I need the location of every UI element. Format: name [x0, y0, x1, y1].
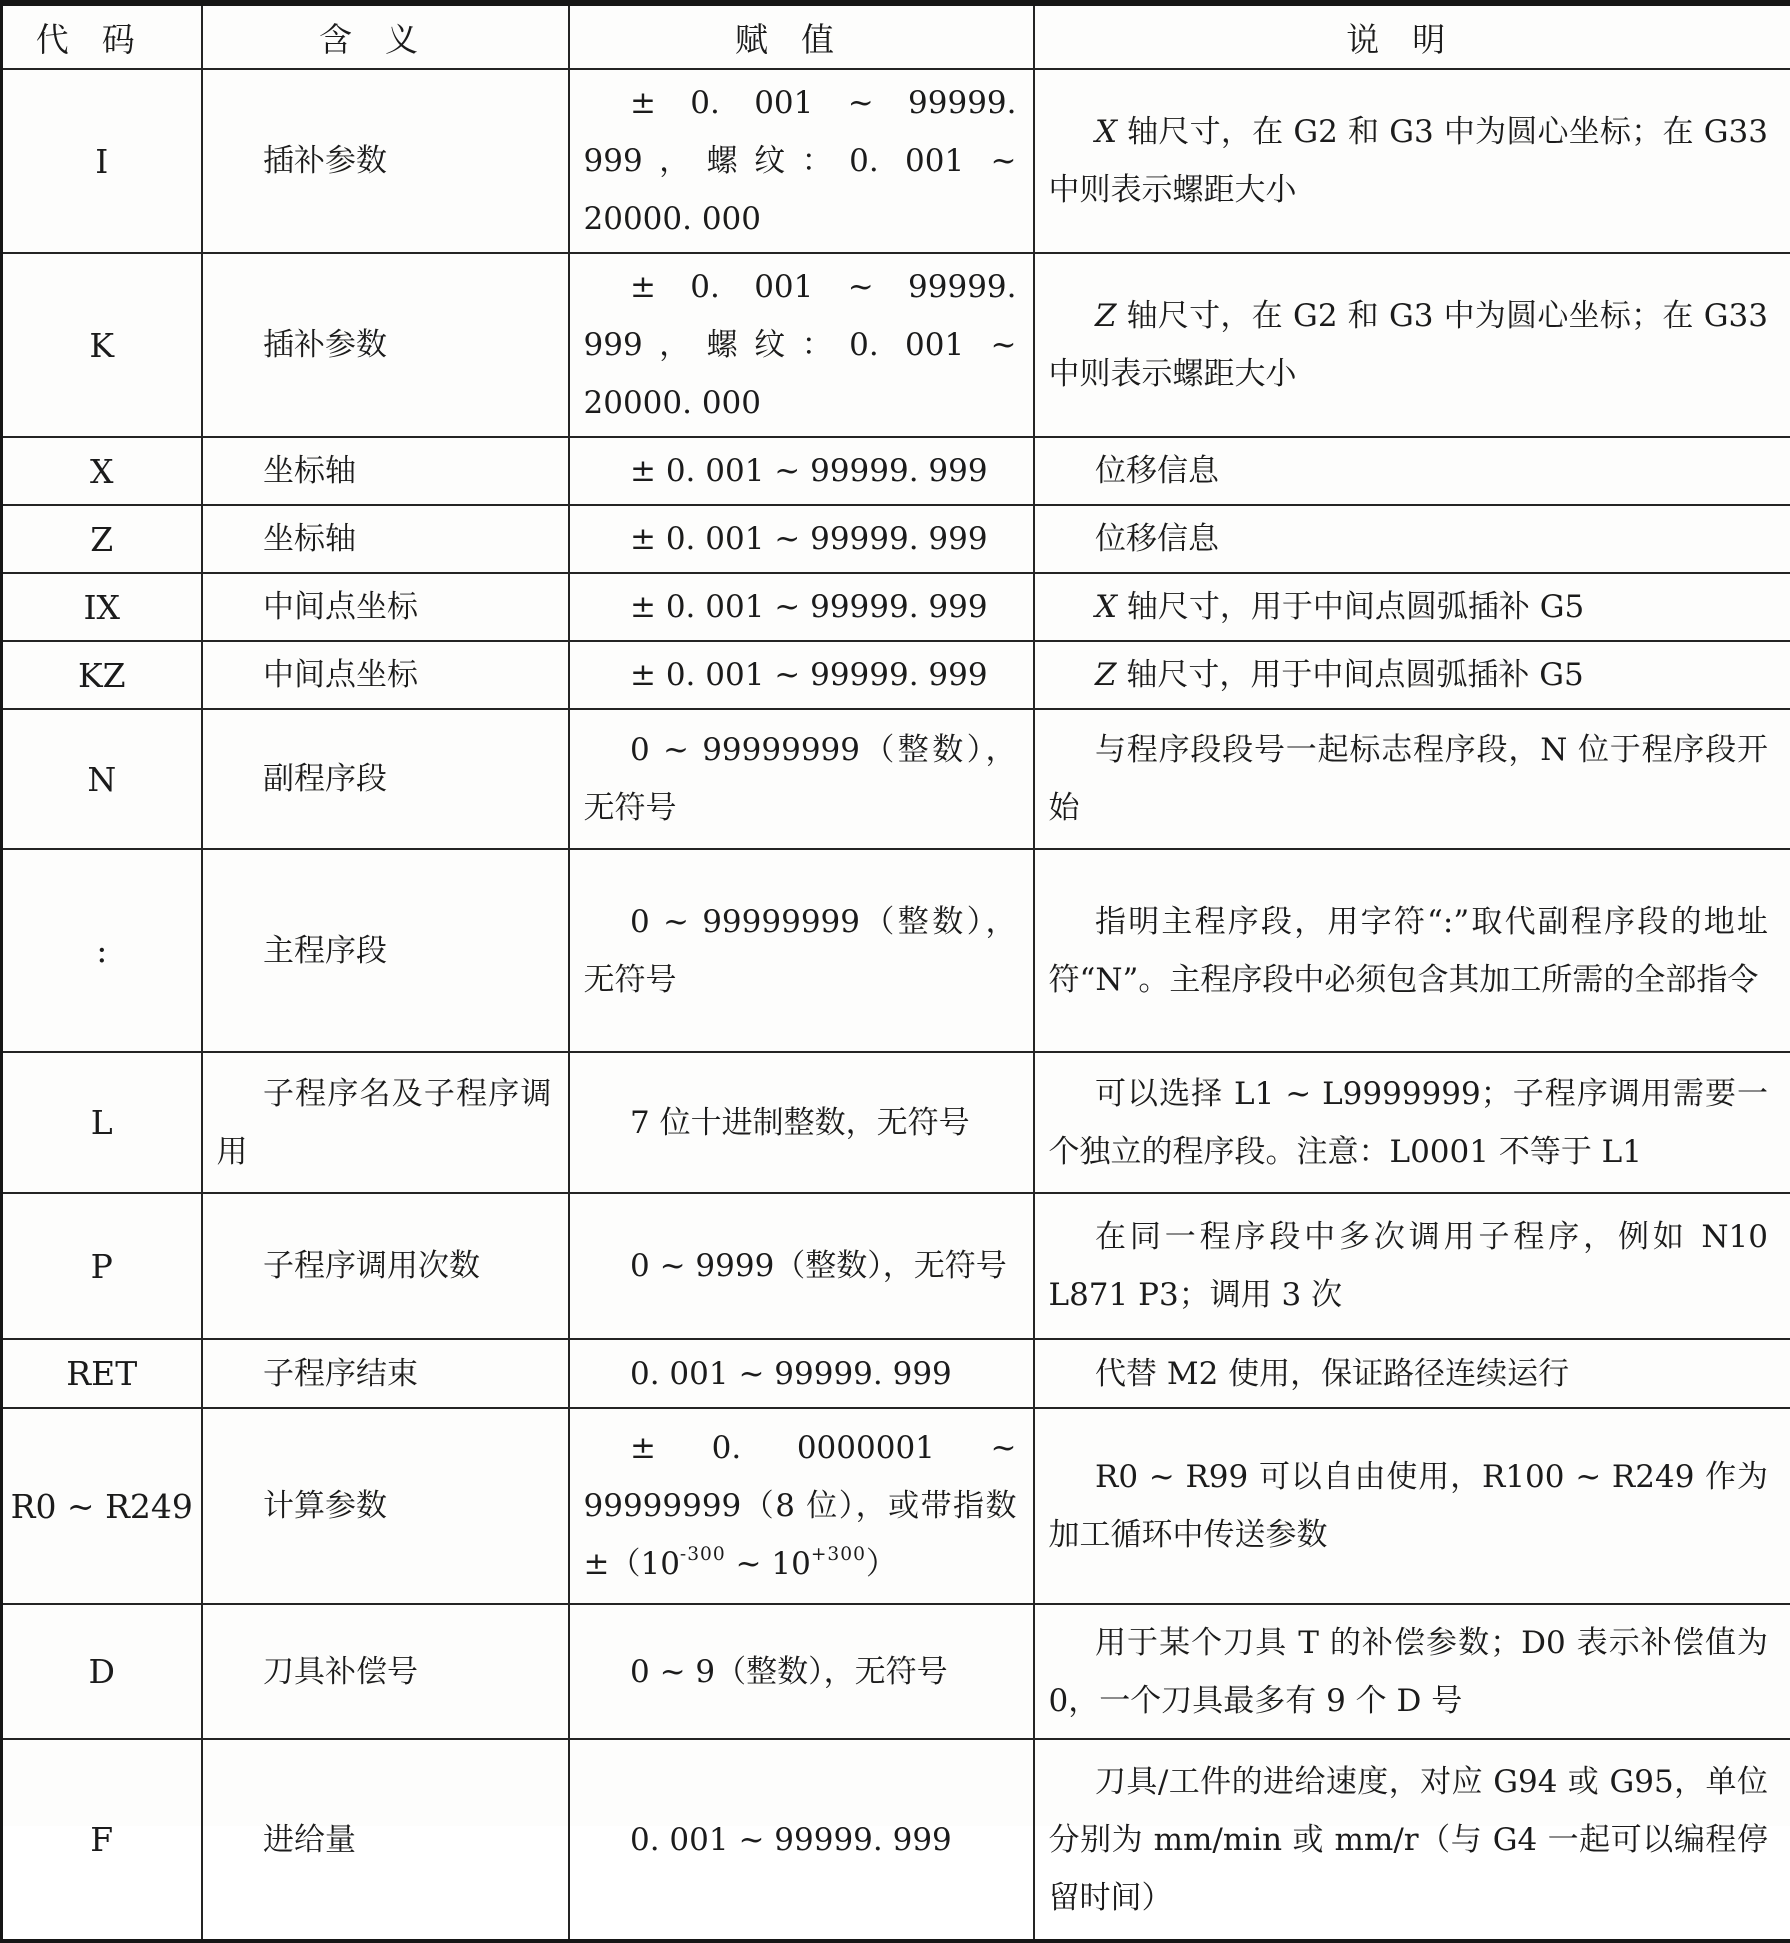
cell-note-text: 位移信息: [1035, 506, 1790, 572]
cell-value: [569, 849, 1034, 1052]
cell-meaning-text: 中间点坐标: [203, 574, 568, 640]
cell-meaning-text: 坐标轴: [203, 438, 568, 504]
table-row: [2, 1193, 1790, 1339]
cell-meaning: [202, 1408, 569, 1604]
cell-note-text: X 轴尺寸，在 G2 和 G3 中为圆心坐标；在 G33 中则表示螺距大小: [1035, 99, 1790, 223]
cell-note: [1034, 709, 1790, 849]
cell-meaning-text: 坐标轴: [203, 506, 568, 572]
cell-note: [1034, 1739, 1790, 1941]
cell-value-text: 0 ~ 9（整数），无符号: [570, 1639, 1033, 1705]
cell-note: [1034, 437, 1790, 505]
cell-meaning-text: 子程序名及子程序调用: [203, 1061, 568, 1185]
cell-value: [569, 1052, 1034, 1193]
cell-meaning: [202, 1739, 569, 1941]
cell-note: [1034, 69, 1790, 253]
cell-value: [569, 505, 1034, 573]
table-row: [2, 1052, 1790, 1193]
table-row: [2, 253, 1790, 437]
cell-note-text: 位移信息: [1035, 438, 1790, 504]
cell-code: X: [2, 437, 202, 505]
cell-note-text: Z 轴尺寸，用于中间点圆弧插补 G5: [1035, 642, 1790, 708]
cell-code: I: [2, 69, 202, 253]
cell-value-text: 0 ~ 99999999（整数），无符号: [570, 889, 1033, 1013]
cell-note-text: 与程序段段号一起标志程序段，N 位于程序段开始: [1035, 717, 1790, 841]
cell-meaning-text: 插补参数: [203, 128, 568, 194]
cell-note: [1034, 253, 1790, 437]
cell-meaning: [202, 849, 569, 1052]
cell-code: N: [2, 709, 202, 849]
table-row: [2, 1339, 1790, 1408]
cell-value-text: ± 0. 0000001 ~ 99999999（8 位），或带指数 $\pm(10^{-300}$ ~ $10^{+300}$）: [570, 1415, 1033, 1597]
cell-value-text: ± 0. 001 ~ 99999. 999，螺纹：0. 001 ~ 20000. 000: [570, 70, 1033, 252]
cell-note: [1034, 849, 1790, 1052]
cell-value-text: 0. 001 ~ 99999. 999: [570, 1341, 1033, 1407]
table-row: [2, 505, 1790, 573]
cell-note: [1034, 1052, 1790, 1193]
cell-note: [1034, 1604, 1790, 1739]
cell-value: [569, 69, 1034, 253]
cell-code: R0 ~ R249: [2, 1408, 202, 1604]
cell-meaning: [202, 253, 569, 437]
cell-value-text: ± 0. 001 ~ 99999. 999，螺纹：0. 001 ~ 20000. 000: [570, 254, 1033, 436]
cell-note-text: 指明主程序段，用字符“:”取代副程序段的地址符“N”。主程序段中必须包含其加工所需的全部指令: [1035, 889, 1790, 1013]
cell-note-text: 代替 M2 使用，保证路径连续运行: [1035, 1341, 1790, 1407]
cell-meaning-text: 副程序段: [203, 746, 568, 812]
cell-value-text: ± 0. 001 ~ 99999. 999: [570, 438, 1033, 504]
cell-code: Z: [2, 505, 202, 573]
cell-value-text: 0 ~ 99999999（整数），无符号: [570, 717, 1033, 841]
cell-meaning-text: 插补参数: [203, 312, 568, 378]
cell-value-text: 0 ~ 9999（整数），无符号: [570, 1233, 1033, 1299]
cell-note-text: 可以选择 L1 ~ L9999999；子程序调用需要一个独立的程序段。注意：L0001 不等于 L1: [1035, 1061, 1790, 1185]
cell-value: [569, 1193, 1034, 1339]
cell-meaning: [202, 505, 569, 573]
table-row: [2, 573, 1790, 641]
cell-note: [1034, 1193, 1790, 1339]
header-row: [2, 3, 1790, 69]
table-row: [2, 1408, 1790, 1604]
column-header-value: 赋值: [569, 3, 1034, 69]
cell-code: :: [2, 849, 202, 1052]
cell-note: [1034, 505, 1790, 573]
table-row: [2, 437, 1790, 505]
column-header-note: 说明: [1034, 3, 1790, 69]
cell-value: [569, 1604, 1034, 1739]
cell-code: P: [2, 1193, 202, 1339]
cell-meaning: [202, 709, 569, 849]
table-row: [2, 641, 1790, 709]
cell-value: [569, 573, 1034, 641]
table-row: [2, 1739, 1790, 1941]
cell-meaning-text: 计算参数: [203, 1473, 568, 1539]
cell-meaning-text: 子程序结束: [203, 1341, 568, 1407]
cell-note: [1034, 641, 1790, 709]
cell-meaning: [202, 1339, 569, 1408]
cell-code: D: [2, 1604, 202, 1739]
cell-meaning: [202, 1193, 569, 1339]
cell-value-text: ± 0. 001 ~ 99999. 999: [570, 642, 1033, 708]
cell-meaning: [202, 437, 569, 505]
cell-note-text: 在同一程序段中多次调用子程序，例如 N10 L871 P3；调用 3 次: [1035, 1204, 1790, 1328]
cell-meaning-text: 进给量: [203, 1807, 568, 1873]
cell-meaning-text: 主程序段: [203, 918, 568, 984]
cell-note: [1034, 1408, 1790, 1604]
cell-value-text: ± 0. 001 ~ 99999. 999: [570, 506, 1033, 572]
cell-code: L: [2, 1052, 202, 1193]
cell-value: [569, 709, 1034, 849]
cell-code: F: [2, 1739, 202, 1941]
cell-note-text: 刀具/工件的进给速度，对应 G94 或 G95，单位分别为 mm/min 或 mm/r（与 G4 一起可以编程停留时间）: [1035, 1749, 1790, 1931]
table-row: [2, 849, 1790, 1052]
cell-meaning: [202, 641, 569, 709]
cell-value: [569, 1739, 1034, 1941]
cell-note-text: X 轴尺寸，用于中间点圆弧插补 G5: [1035, 574, 1790, 640]
cell-code: KZ: [2, 641, 202, 709]
cell-value: [569, 641, 1034, 709]
cell-meaning-text: 中间点坐标: [203, 642, 568, 708]
cell-meaning-text: 子程序调用次数: [203, 1233, 568, 1299]
cell-code: K: [2, 253, 202, 437]
cell-meaning: [202, 573, 569, 641]
cell-meaning: [202, 69, 569, 253]
column-header-meaning: 含义: [202, 3, 569, 69]
cell-code: RET: [2, 1339, 202, 1408]
table-row: [2, 1604, 1790, 1739]
cell-note-text: 用于某个刀具 T 的补偿参数；D0 表示补偿值为 0，一个刀具最多有 9 个 D 号: [1035, 1610, 1790, 1734]
cell-meaning-text: 刀具补偿号: [203, 1639, 568, 1705]
cell-meaning: [202, 1604, 569, 1739]
cell-note: [1034, 1339, 1790, 1408]
cell-value-text: 7 位十进制整数，无符号: [570, 1090, 1033, 1156]
cell-note-text: R0 ~ R99 可以自由使用，R100 ~ R249 作为加工循环中传送参数: [1035, 1444, 1790, 1568]
cell-value: [569, 253, 1034, 437]
table-row: [2, 69, 1790, 253]
cell-value-text: 0. 001 ~ 99999. 999: [570, 1807, 1033, 1873]
cell-code: IX: [2, 573, 202, 641]
cell-meaning: [202, 1052, 569, 1193]
table-row: [2, 709, 1790, 849]
cell-note: [1034, 573, 1790, 641]
cell-value: [569, 437, 1034, 505]
cell-value-text: ± 0. 001 ~ 99999. 999: [570, 574, 1033, 640]
cell-note-text: Z 轴尺寸，在 G2 和 G3 中为圆心坐标；在 G33 中则表示螺距大小: [1035, 283, 1790, 407]
cell-value: [569, 1408, 1034, 1604]
cell-value: [569, 1339, 1034, 1408]
column-header-code: 代码: [2, 3, 202, 69]
